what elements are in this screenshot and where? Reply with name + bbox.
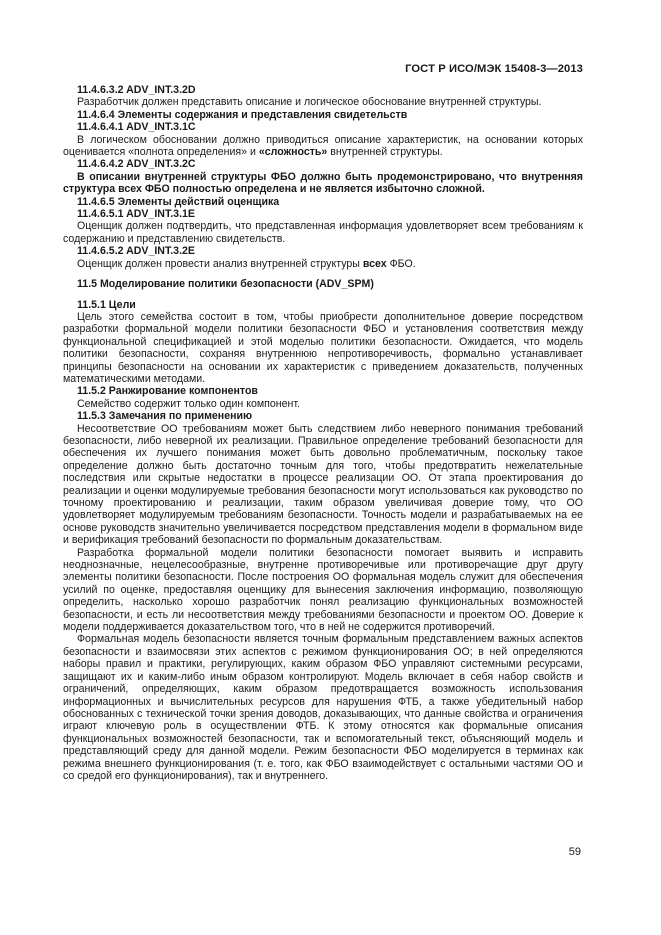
text-run: В логическом обосновании должно приводиться описание характеристик, на основании которых оценивается «полнота определения» и <box>63 133 583 159</box>
clause-heading: 11.4.6.3.2 ADV_INT.3.2D <box>77 84 196 96</box>
clause-heading: 11.4.6.4.2 ADV_INT.3.2C <box>77 158 196 171</box>
paragraph: Несоответствие ОО требованиям может быть следствием либо неверного понимания требований безопасности, либо неверной их реализации. Правильное определение требований безопасности для обеспечения их лучшего понимания может быть довольно проблематичным, поскольку такое определение должно быть достаточно точным для того, чтобы предотвратить нежелательные последствия или скрытые недостатки в процессе реализации ОО. От этапа проектирования до реализации и оценки модулируемые требования безопасности могут использоваться как руководство по точному проектированию и реализации, таким образом увеличивая доверие тому, что ОО удовлетворяет модулируемым требованиям безопасности. Точность модели и разрабатываемых на ее основе руководств значительно увеличивается посредством представления модели в формальном виде и верификация требований безопасности по формальным доказательствам. <box>63 422 583 547</box>
page-number: 59 <box>568 846 581 858</box>
emphasis: «сложность» <box>258 146 328 159</box>
clause-heading: 11.5.3 Замечания по применению <box>77 410 253 423</box>
paragraph: Семейство содержит только один компонент. <box>77 397 300 410</box>
paragraph <box>63 134 583 159</box>
document-body <box>63 84 583 782</box>
text-run: внутренней структуры. <box>327 146 443 159</box>
clause-heading: 11.5.1 Цели <box>77 298 136 311</box>
clause-heading: 11.5.2 Ранжирование компонентов <box>77 385 258 398</box>
clause-heading: 11.4.6.4.1 ADV_INT.3.1C <box>77 121 196 134</box>
text-run: Оценщик должен провести анализ внутренней структуры <box>77 257 363 270</box>
document-header: ГОСТ Р ИСО/МЭК 15408-3—2013 <box>405 63 583 75</box>
paragraph: Разработка формальной модели политики безопасности помогает выявить и исправить неоднозначные, нецелесообразные, внутренне противоречивые или противоречащие друг другу элементы политики безопасности. После построения ОО формальная модель служит для обеспечения усилий по оценке, предоставляя оценщику для вынесения заключения информацию, позволяющую определить, насколько хорошо разработчик понял реализацию функциональных возможностей безопасности, и есть ли несоответствия между требованиями безопасности и проектом ОО. Доверие к модели поддерживается доказательством того, что в ней не содержится противоречий. <box>63 546 583 634</box>
bold-paragraph: В описании внутренней структуры ФБО должно быть продемонстрировано, что внутренняя структура всех ФБО полностью определена и не является избыточно сложной. <box>63 170 583 196</box>
clause-heading: 11.4.6.4 Элементы содержания и представления свидетельств <box>77 108 408 121</box>
paragraph: Оценщик должен подтвердить, что представленная информация удовлетворяет всем требованиям к содержанию и представлению свидетельств. <box>63 220 583 245</box>
paragraph: Формальная модель безопасности является точным формальным представлением важных аспектов безопасности и взаимосвязи этих аспектов с режимом функционирования ОО; в ней определяются наборы правил и практики, регулирующих, каким образом ФБО управляют системными ресурсами, защищают их и каким-либо иным образом контролируют. Модель включает в себя набор свойств и ограничений, определяющих, каким образом предотвращается возможность использования информационных и вычислительных ресурсов для нарушения ФТБ, а также убедительный набор обоснованных с технической точки зрения доводов, доказывающих, что данные свойства и ограничения играют ключевую роль в осуществлении ФТБ. К этому относятся как формальные описания функциональных возможностей безопасности, так и вспомогательный текст, объясняющий модель и представляющий среду для данной модели. Режим безопасности ФБО моделируется в терминах как режима внешнего функционирования (т. е. того, как ФБО взаимодействует с остальными частями ОО и со средой его функционирования), так и внутреннего. <box>63 633 583 782</box>
paragraph: Разработчик должен представить описание и логическое обоснование внутренней структуры. <box>77 96 542 109</box>
section-heading: 11.5 Моделирование политики безопасности (ADV_SPM) <box>77 278 374 291</box>
clause-heading: 11.4.6.5.2 ADV_INT.3.2E <box>77 245 195 258</box>
clause-heading: 11.4.6.5.1 ADV_INT.3.1E <box>77 208 195 221</box>
clause-heading: 11.4.6.5 Элементы действий оценщика <box>77 195 280 208</box>
text-run: ФБО. <box>386 257 416 270</box>
emphasis: всех <box>362 257 387 270</box>
paragraph: Цель этого семейства состоит в том, чтобы приобрести дополнительное доверие посредством разработки формальной модели политики безопасности ФБО и установления соответствия между функциональной спецификацией и этой моделью политики безопасности. Ожидается, что модель политики безопасности, сохраняя внутреннюю непротиворечивость, формально устанавливает принципы безопасности на основании их характеристик с приведением доказательств, полученных математическими методами. <box>63 310 583 385</box>
paragraph <box>63 258 583 270</box>
